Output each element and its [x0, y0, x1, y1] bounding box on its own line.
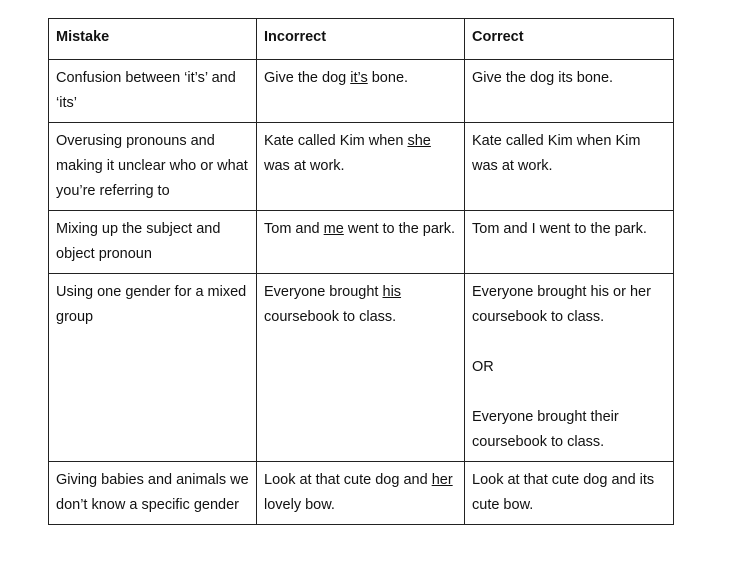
correct-cell: Give the dog its bone. — [465, 60, 674, 123]
incorrect-cell — [257, 123, 465, 211]
mistake-cell: Using one gender for a mixed group — [49, 274, 257, 462]
incorrect-text-before: Kate called Kim when — [264, 133, 408, 149]
incorrect-underlined-word: it’s — [350, 70, 368, 86]
incorrect-text-after: coursebook to class. — [264, 309, 397, 325]
incorrect-text-before: Give the dog — [264, 70, 351, 86]
paragraph-gap — [472, 330, 667, 355]
correct-or-separator: OR — [472, 359, 494, 375]
table-row — [49, 462, 674, 525]
incorrect-text-before: Everyone brought — [264, 284, 383, 300]
incorrect-text-after: was at work. — [264, 158, 345, 174]
correct-cell: Tom and I went to the park. — [465, 211, 674, 274]
header-incorrect: Incorrect — [257, 19, 465, 60]
incorrect-underlined-word: his — [382, 284, 402, 300]
incorrect-cell — [257, 462, 465, 525]
incorrect-text-after: bone. — [367, 70, 409, 86]
table-row — [49, 60, 674, 123]
table-header-row — [49, 19, 674, 60]
incorrect-cell — [257, 211, 465, 274]
mistake-cell: Mixing up the subject and object pronoun — [49, 211, 257, 274]
mistake-cell: Confusion between ‘it’s’ and ‘its’ — [49, 60, 257, 123]
incorrect-cell — [257, 274, 465, 462]
table-row — [49, 211, 674, 274]
mistake-cell: Overusing pronouns and making it unclear who or what you’re referring to — [49, 123, 257, 211]
incorrect-text-after: lovely bow. — [264, 497, 335, 513]
incorrect-cell — [257, 60, 465, 123]
correct-cell — [465, 274, 674, 462]
table-row — [49, 274, 674, 462]
table-row — [49, 123, 674, 211]
incorrect-text-before: Tom and — [264, 221, 324, 237]
mistake-cell: Giving babies and animals we don’t know a specific gender — [49, 462, 257, 525]
correct-cell: Kate called Kim when Kim was at work. — [465, 123, 674, 211]
correct-option-1: Everyone brought his or her coursebook to class. — [472, 284, 651, 325]
incorrect-underlined-word: her — [431, 472, 453, 488]
incorrect-underlined-word: me — [323, 221, 344, 237]
correct-cell: Look at that cute dog and its cute bow. — [465, 462, 674, 525]
header-mistake: Mistake — [49, 19, 257, 60]
pronoun-mistakes-table — [48, 18, 674, 525]
header-correct: Correct — [465, 19, 674, 60]
incorrect-text-after: went to the park. — [343, 221, 456, 237]
incorrect-text-before: Look at that cute dog and — [264, 472, 432, 488]
incorrect-underlined-word: she — [407, 133, 431, 149]
correct-option-2: Everyone brought their coursebook to class. — [472, 409, 619, 450]
paragraph-gap — [472, 380, 667, 405]
